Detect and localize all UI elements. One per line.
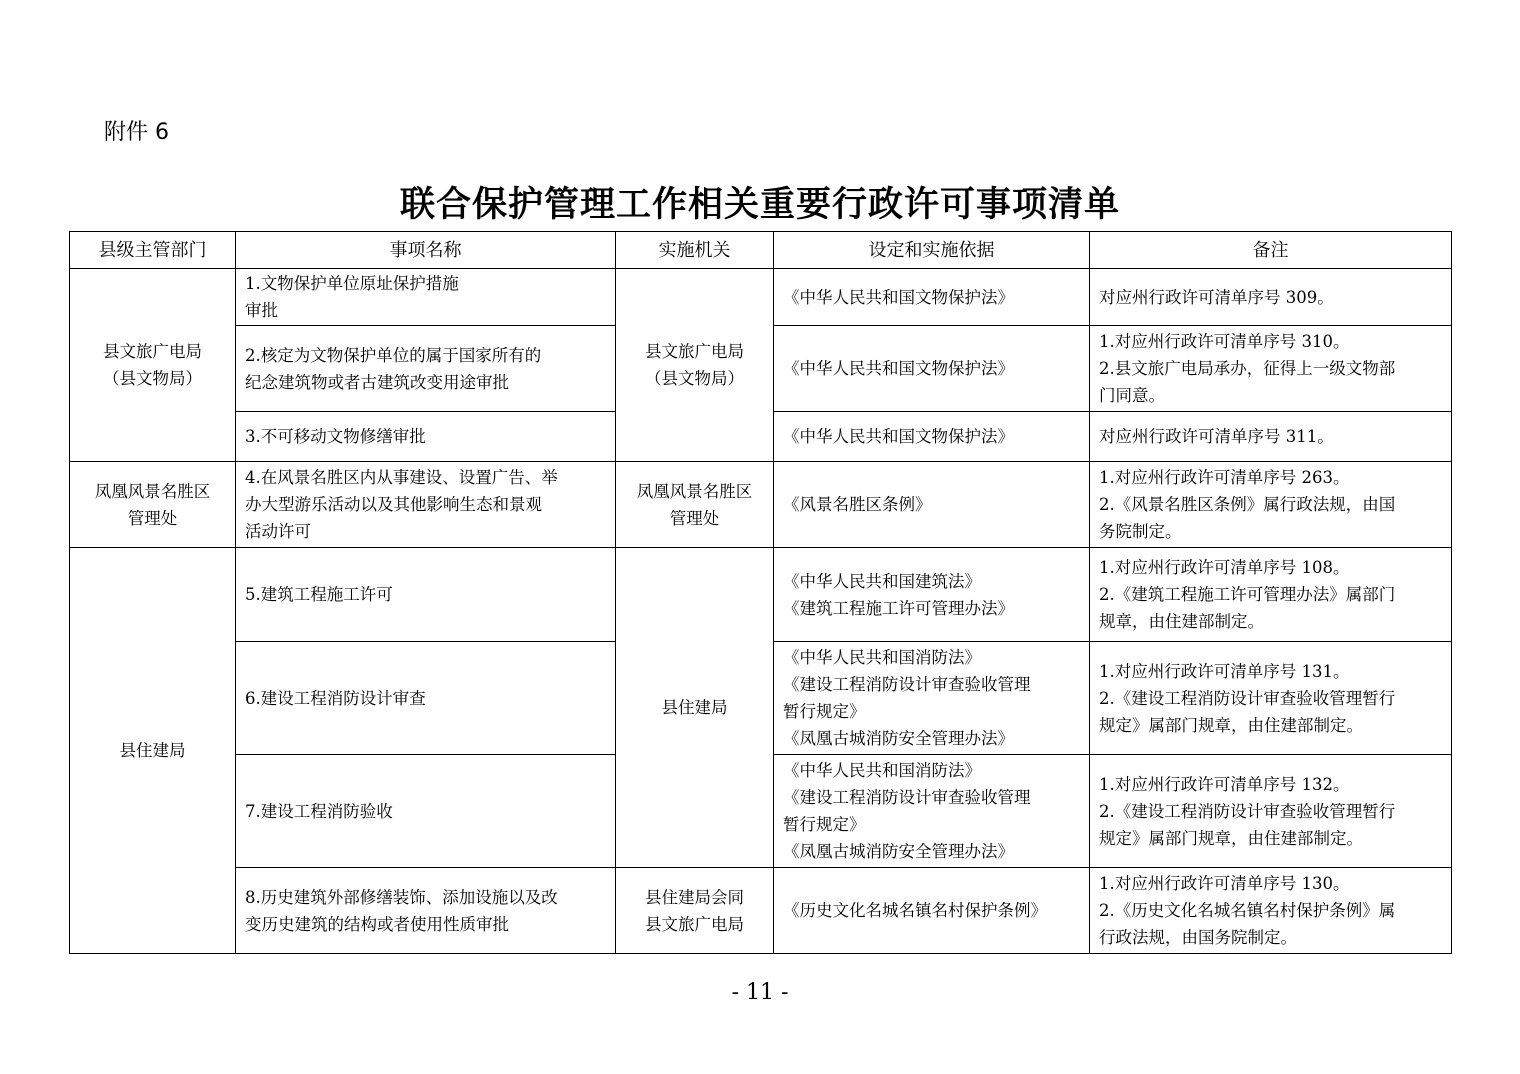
item-line: 办大型游乐活动以及其他影响生态和景观 xyxy=(245,495,542,514)
basis-line: 暂行规定》 xyxy=(783,702,866,721)
item-line: 7.建设工程消防验收 xyxy=(245,801,393,821)
remarks-line: 行政法规，由国务院制定。 xyxy=(1099,928,1297,947)
basis-cell xyxy=(774,326,1090,412)
remarks-line: 1.对应州行政许可清单序号 108。 xyxy=(1099,558,1350,577)
basis-cell xyxy=(774,269,1090,326)
table-row xyxy=(70,548,1452,642)
remarks-cell xyxy=(1090,548,1452,642)
basis-line: 《历史文化名城名镇名村保护条例》 xyxy=(783,901,1047,920)
basis-line: 《建设工程消防设计审查验收管理 xyxy=(783,788,1031,807)
remarks-line: 对应州行政许可清单序号 309。 xyxy=(1099,287,1334,307)
table-row xyxy=(70,868,1452,954)
remarks-cell xyxy=(1090,462,1452,548)
agency-line: 县文旅广电局 xyxy=(645,914,744,934)
remarks-line: 务院制定。 xyxy=(1099,522,1182,541)
department-cell xyxy=(70,462,236,548)
item-line: 变历史建筑的结构或者使用性质审批 xyxy=(245,914,509,934)
department-line: （县文物局） xyxy=(103,369,202,388)
remarks-line: 门同意。 xyxy=(1099,386,1165,405)
item-line: 活动许可 xyxy=(245,522,311,541)
basis-line: 《建筑工程施工许可管理办法》 xyxy=(783,598,1014,618)
agency-line: 凤凰风景名胜区 xyxy=(636,481,753,501)
item-line: 3.不可移动文物修缮审批 xyxy=(245,427,426,446)
department-line: 凤凰风景名胜区 xyxy=(94,481,211,501)
basis-line: 《中华人民共和国文物保护法》 xyxy=(783,359,1014,378)
remarks-cell xyxy=(1090,412,1452,462)
remarks-line: 2.《历史文化名城名镇名村保护条例》属 xyxy=(1099,901,1396,920)
item-line: 5.建筑工程施工许可 xyxy=(245,585,393,604)
basis-line: 《中华人民共和国消防法》 xyxy=(783,761,981,780)
item-cell xyxy=(236,868,616,954)
attachment-label: 附件 6 xyxy=(104,120,169,145)
basis-line: 《中华人民共和国消防法》 xyxy=(783,648,981,667)
basis-line: 《中华人民共和国文物保护法》 xyxy=(783,427,1014,446)
item-line: 2.核定为文物保护单位的属于国家所有的 xyxy=(245,345,542,365)
item-cell xyxy=(236,326,616,412)
remarks-line: 2.《建设工程消防设计审查验收管理暂行 xyxy=(1099,688,1396,708)
remarks-line: 1.对应州行政许可清单序号 310。 xyxy=(1099,332,1350,351)
item-cell xyxy=(236,269,616,326)
basis-line: 《中华人民共和国文物保护法》 xyxy=(783,287,1014,307)
basis-cell xyxy=(774,868,1090,954)
table-header-row xyxy=(70,232,1452,269)
remarks-cell xyxy=(1090,269,1452,326)
agency-cell xyxy=(616,868,774,954)
department-cell xyxy=(70,548,236,954)
table-row xyxy=(70,462,1452,548)
remarks-line: 2.《建设工程消防设计审查验收管理暂行 xyxy=(1099,801,1396,821)
remarks-cell xyxy=(1090,755,1452,868)
header-department: 县级主管部门 xyxy=(70,232,236,269)
item-cell xyxy=(236,642,616,755)
department-line: 管理处 xyxy=(127,508,178,528)
item-cell xyxy=(236,548,616,642)
item-cell xyxy=(236,462,616,548)
permit-table xyxy=(69,231,1452,954)
header-agency: 实施机关 xyxy=(616,232,774,269)
basis-cell xyxy=(774,755,1090,868)
agency-cell xyxy=(616,269,774,462)
item-line: 8.历史建筑外部修缮装饰、添加设施以及改 xyxy=(245,887,558,907)
agency-line: 管理处 xyxy=(669,508,720,528)
remarks-line: 2.《建筑工程施工许可管理办法》属部门 xyxy=(1099,585,1396,604)
basis-cell xyxy=(774,548,1090,642)
remarks-line: 1.对应州行政许可清单序号 263。 xyxy=(1099,468,1350,487)
table-row xyxy=(70,269,1452,326)
remarks-line: 规定》属部门规章，由住建部制定。 xyxy=(1099,828,1363,848)
department-cell xyxy=(70,269,236,462)
item-line: 审批 xyxy=(245,301,278,320)
agency-cell xyxy=(616,548,774,868)
header-item-name: 事项名称 xyxy=(236,232,616,269)
remarks-cell xyxy=(1090,642,1452,755)
remarks-line: 1.对应州行政许可清单序号 131。 xyxy=(1099,661,1350,681)
remarks-line: 规章，由住建部制定。 xyxy=(1099,612,1264,631)
department-line: 县住建局 xyxy=(119,741,186,760)
basis-line: 《中华人民共和国建筑法》 xyxy=(783,571,981,591)
remarks-line: 2.县文旅广电局承办，征得上一级文物部 xyxy=(1099,359,1396,378)
basis-line: 《风景名胜区条例》 xyxy=(783,495,932,514)
remarks-line: 2.《风景名胜区条例》属行政法规，由国 xyxy=(1099,495,1396,514)
basis-cell xyxy=(774,462,1090,548)
basis-line: 《凤凰古城消防安全管理办法》 xyxy=(783,729,1014,748)
item-line: 4.在风景名胜区内从事建设、设置广告、举 xyxy=(245,468,558,487)
agency-line: 县住建局会同 xyxy=(645,887,744,907)
item-cell xyxy=(236,412,616,462)
remarks-line: 1.对应州行政许可清单序号 132。 xyxy=(1099,774,1350,794)
agency-line: 县住建局 xyxy=(661,698,728,717)
remarks-line: 规定》属部门规章，由住建部制定。 xyxy=(1099,715,1363,735)
agency-line: 县文旅广电局 xyxy=(645,342,744,361)
remarks-cell xyxy=(1090,326,1452,412)
department-line: 县文旅广电局 xyxy=(103,342,202,361)
agency-line: （县文物局） xyxy=(645,369,744,388)
document-title: 联合保护管理工作相关重要行政许可事项清单 xyxy=(399,184,1120,225)
basis-line: 《建设工程消防设计审查验收管理 xyxy=(783,675,1031,694)
basis-cell xyxy=(774,642,1090,755)
remarks-line: 对应州行政许可清单序号 311。 xyxy=(1099,427,1334,446)
basis-cell xyxy=(774,412,1090,462)
header-basis: 设定和实施依据 xyxy=(774,232,1090,269)
header-remarks: 备注 xyxy=(1090,232,1452,269)
item-line: 纪念建筑物或者古建筑改变用途审批 xyxy=(245,372,509,392)
remarks-cell xyxy=(1090,868,1452,954)
item-line: 1.文物保护单位原址保护措施 xyxy=(245,274,459,293)
item-line: 6.建设工程消防设计审查 xyxy=(245,688,426,708)
page-number: - 11 - xyxy=(731,980,789,1005)
basis-line: 《凤凰古城消防安全管理办法》 xyxy=(783,842,1014,861)
basis-line: 暂行规定》 xyxy=(783,815,866,834)
agency-cell xyxy=(616,462,774,548)
item-cell xyxy=(236,755,616,868)
remarks-line: 1.对应州行政许可清单序号 130。 xyxy=(1099,874,1350,893)
